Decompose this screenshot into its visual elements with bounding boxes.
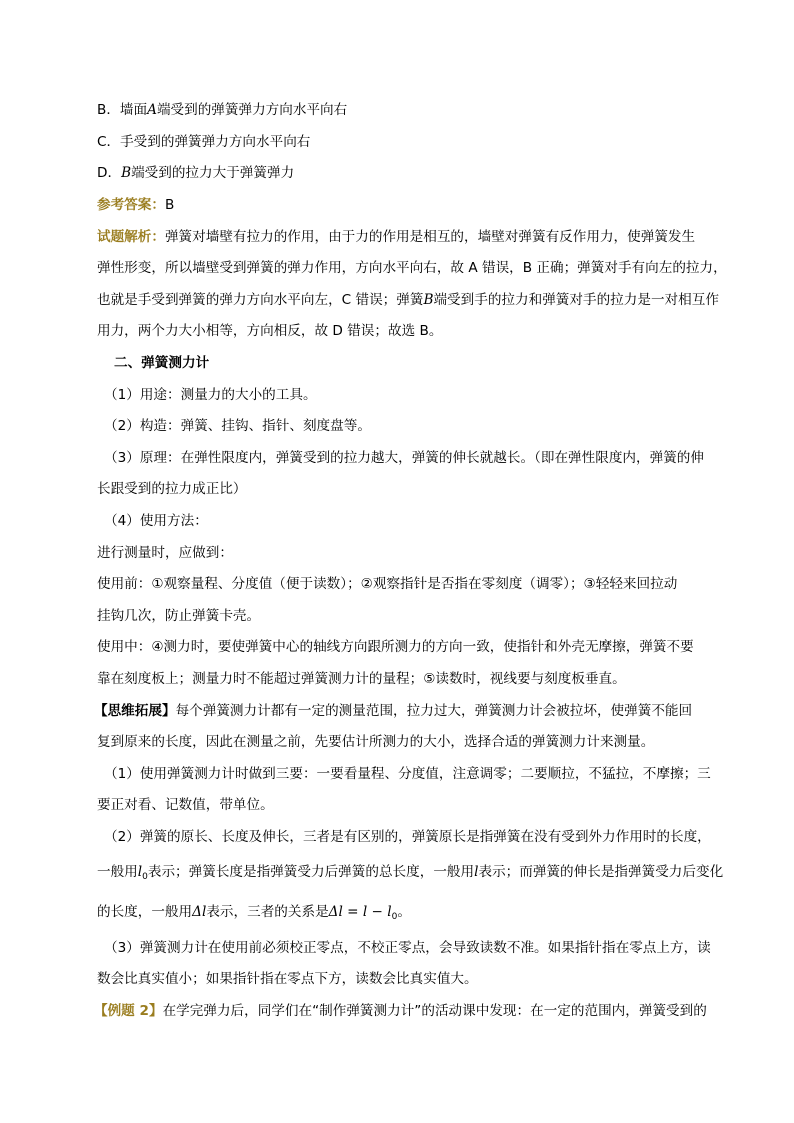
answer-label: 参考答案： [97,197,165,213]
structure-line: （2）构造：弹簧、挂钩、指针、刻度盘等。 [104,418,371,434]
principle-line-1: （3）原理：在弹性限度内，弹簧受到的拉力越大，弹簧的伸长就越长。（即在弹性限度内，弹簧的伸 [104,450,704,466]
section-heading: 二、弹簧测力计 [114,355,210,371]
tip-1-line-2: 要正对看、记数值，带单位。 [97,797,274,813]
answer-value: B [164,197,175,213]
extension-line-2: 复到原来的长度，因此在测量之前，先要估计所测力的大小，选择合适的弹簧测力计来测量。 [97,734,655,750]
analysis-line-1: 试题解析：弹簧对墙壁有拉力的作用，由于力的作用是相互的，墙壁对弹簧有反作用力，使弹簧发生 [97,229,696,245]
example-label: 【例题 2】 [94,1003,163,1019]
option-c: C．手受到的弹簧弹力方向水平向右 [97,134,311,150]
extension-line-1: 【思维拓展】每个弹簧测力计都有一定的测量范围，拉力过大，弹簧测力计会被拉坏，使弹簧不能回 [94,703,693,719]
option-d: D．B端受到的拉力大于弹簧弹力 [97,165,295,181]
reference-answer [97,196,174,214]
analysis-line-4: 用力，两个力大小相等，方向相反，故 D 错误；故选 B。 [97,323,443,339]
tip-2-line-3: 的长度，一般用Δl表示，三者的关系是$\Delta l = l - l_0$。 [97,904,411,922]
use-line: （1）用途：测量力的大小的工具。 [104,387,317,403]
option-b: B．墙面A端受到的弹簧弹力方向水平向右 [97,102,348,118]
tip-1-line-1: （1）使用弹簧测力计时做到三要：一要看量程、分度值，注意调零；二要顺拉，不猛拉，不摩擦；三 [104,766,711,782]
extension-label: 【思维拓展】 [94,703,176,719]
tip-2-line-1: （2）弹簧的原长、长度及伸长，三者是有区别的，弹簧原长是指弹簧在没有受到外力作用时的长度， [104,829,711,845]
before-use-line-1: 使用前：①观察量程、分度值（便于读数）；②观察指针是否指在零刻度（调零）；③轻轻来回拉动 [97,576,678,592]
during-use-line-1: 使用中：④测力时，要使弹簧中心的轴线方向跟所测力的方向一致，使指针和外壳无摩擦，弹簧不要 [97,639,694,655]
tip-3-line-2: 数会比真实值小；如果指针指在零点下方，读数会比真实值大。 [97,971,478,987]
analysis-label: 试题解析： [97,229,165,245]
length-formula: Δl = l − l [328,904,392,920]
before-use-line-2: 挂钩几次，防止弹簧卡壳。 [97,608,261,624]
method-line: （4）使用方法： [104,513,208,529]
principle-line-2: 长跟受到的拉力成正比） [97,481,247,497]
analysis-line-2: 弹性形变，所以墙壁受到弹簧的弹力作用，方向水平向右，故 A 错误，B 正确；弹簧对手有向左的拉力， [97,260,727,276]
example-2-line: 【例题 2】在学完弹力后，同学们在“制作弹簧测力计”的活动课中发现：在一定的范围内，弹簧受到的 [94,1003,707,1019]
during-use-line-2: 靠在刻度板上；测量力时不能超过弹簧测力计的量程；⑤读数时，视线要与刻度板垂直。 [97,671,626,687]
analysis-line-3: 也就是手受到弹簧的弹力方向水平向左，C 错误；弹簧B端受到手的拉力和弹簧对手的拉力是一对相互作 [97,292,719,308]
tip-3-line-1: （3）弹簧测力计在使用前必须校正零点，不校正零点，会导致读数不准。如果指针指在零点上方，读 [104,940,711,956]
method-intro: 进行测量时，应做到： [97,545,233,561]
tip-2-line-2: 一般用$l_0$表示；弹簧长度是指弹簧受力后弹簧的总长度，一般用l表示；而弹簧的伸长是指弹簧受力后变化 [97,864,724,882]
